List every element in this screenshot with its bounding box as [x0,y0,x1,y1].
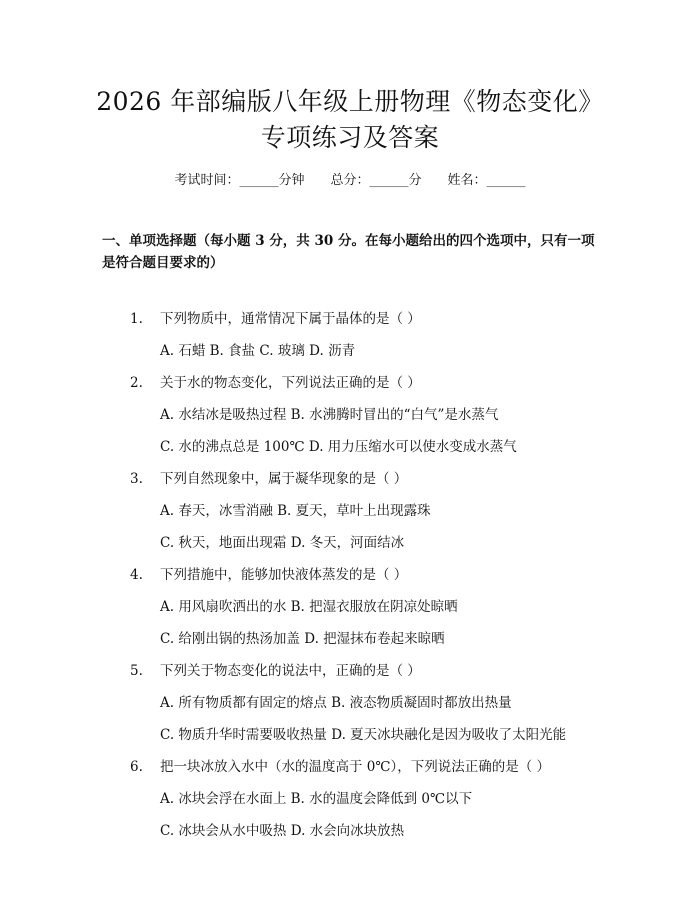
option-text: A. 水结冰是吸热过程 B. 水沸腾时冒出的“白气”是水蒸气 [160,407,499,423]
question-number: 4. [130,567,143,583]
question-number: 6. [130,759,143,775]
option-line [0,789,700,821]
page-title-line2: 专项练习及答案 [260,123,440,152]
option-line [0,533,700,565]
question-line [0,757,700,789]
question-item [0,565,700,661]
question-list [0,309,700,853]
option-line [0,725,700,757]
question-item [0,373,700,469]
option-text: C. 给刚出锅的热汤加盖 D. 把湿抹布卷起来晾晒 [160,631,445,647]
question-line [0,661,700,693]
option-line [0,341,700,373]
question-number: 3. [130,471,143,487]
option-line [0,501,700,533]
question-line [0,309,700,341]
question-item [0,757,700,853]
option-text: A. 春天，冰雪消融 B. 夏天，草叶上出现露珠 [160,503,431,519]
option-line [0,693,700,725]
question-text: 下列关于物态变化的说法中，正确的是（ ） [160,663,421,679]
question-number: 1. [130,311,143,327]
option-text: A. 所有物质都有固定的熔点 B. 液态物质凝固时都放出热量 [160,695,512,711]
option-line [0,629,700,661]
question-text: 把一块冰放入水中（水的温度高于 0℃），下列说法正确的是（ ） [160,759,551,775]
question-line [0,373,700,405]
exam-meta-line: 考试时间：______分钟 总分：______分 姓名：______ [174,173,526,188]
question-line [0,565,700,597]
option-line [0,821,700,853]
question-line [0,469,700,501]
question-item [0,469,700,565]
question-text: 下列措施中，能够加快液体蒸发的是（ ） [160,567,408,583]
question-text: 下列物质中，通常情况下属于晶体的是（ ） [160,311,421,327]
section-heading: 一、单项选择题（每小题 3 分，共 30 分。在每小题给出的四个选项中，只有一项是符合题目要求的） [102,233,595,271]
page-title-line1: 2026 年部编版八年级上册物理《物态变化》 [96,87,604,116]
option-line [0,437,700,469]
option-text: C. 水的沸点总是 100℃ D. 用力压缩水可以使水变成水蒸气 [160,439,517,455]
question-text: 下列自然现象中，属于凝华现象的是（ ） [160,471,408,487]
option-text: A. 冰块会浮在水面上 B. 水的温度会降低到 0℃以下 [160,791,473,807]
option-text: C. 冰块会从水中吸热 D. 水会向冰块放热 [160,823,405,839]
option-line [0,597,700,629]
option-text: C. 秋天，地面出现霜 D. 冬天，河面结冰 [160,535,405,551]
question-text: 关于水的物态变化，下列说法正确的是（ ） [160,375,421,391]
question-number: 5. [130,663,143,679]
question-item [0,309,700,373]
question-number: 2. [130,375,143,391]
option-text: A. 石蜡 B. 食盐 C. 玻璃 D. 沥青 [160,343,356,359]
option-line [0,405,700,437]
option-text: C. 物质升华时需要吸收热量 D. 夏天冰块融化是因为吸收了太阳光能 [160,727,567,743]
option-text: A. 用风扇吹洒出的水 B. 把湿衣服放在阴凉处晾晒 [160,599,458,615]
question-item [0,661,700,757]
